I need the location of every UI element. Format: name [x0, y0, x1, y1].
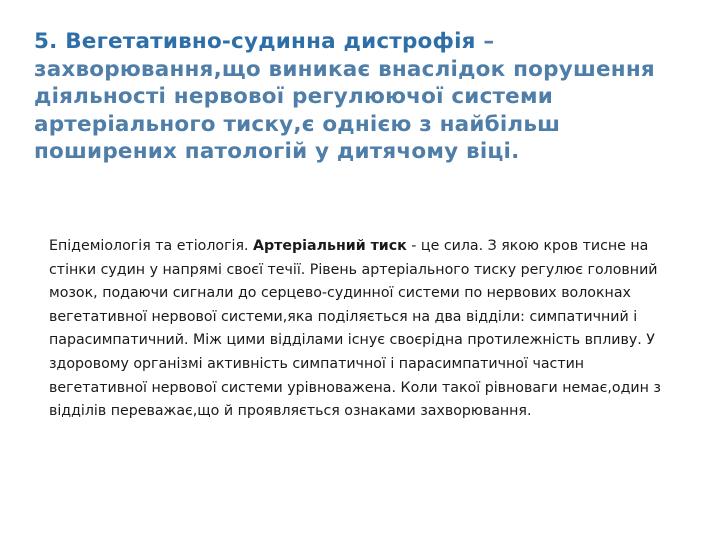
- body-paragraph: [49, 235, 669, 424]
- slide-title-lead: 5. Вегетативно-судинна дистрофія: [34, 29, 476, 54]
- paragraph-intro: Епідеміологія та етіологія.: [49, 238, 254, 254]
- paragraph-text: - це сила. З якою кров тисне на стінки судин у напрямі своєї течії. Рівень артеріального тиску регулює головний мозок, подаючи сигнали до серцево-судинної системи по нервових волокнах вегетативної нервової системи,яка поділяється на два відділи: симпатичний і парасимпатичний. Між цими відділами існує своєрідна протилежність впливу. У здоровому організмі активність симпатичної і парасимпатичної частин вегетативної нервової системи урівноважена. Коли такої рівноваги немає,один з відділів переважає,що й проявляється ознаками захворювання.: [49, 238, 661, 420]
- slide-title: [34, 28, 694, 166]
- paragraph-term: Артеріальний тиск: [253, 238, 407, 254]
- slide-title-rest: – захворювання,що виникає внаслідок порушення діяльності нервової регулюючої системи артеріального тиску,є однією з найбільш поширених патологій у дитячому віці.: [34, 29, 655, 164]
